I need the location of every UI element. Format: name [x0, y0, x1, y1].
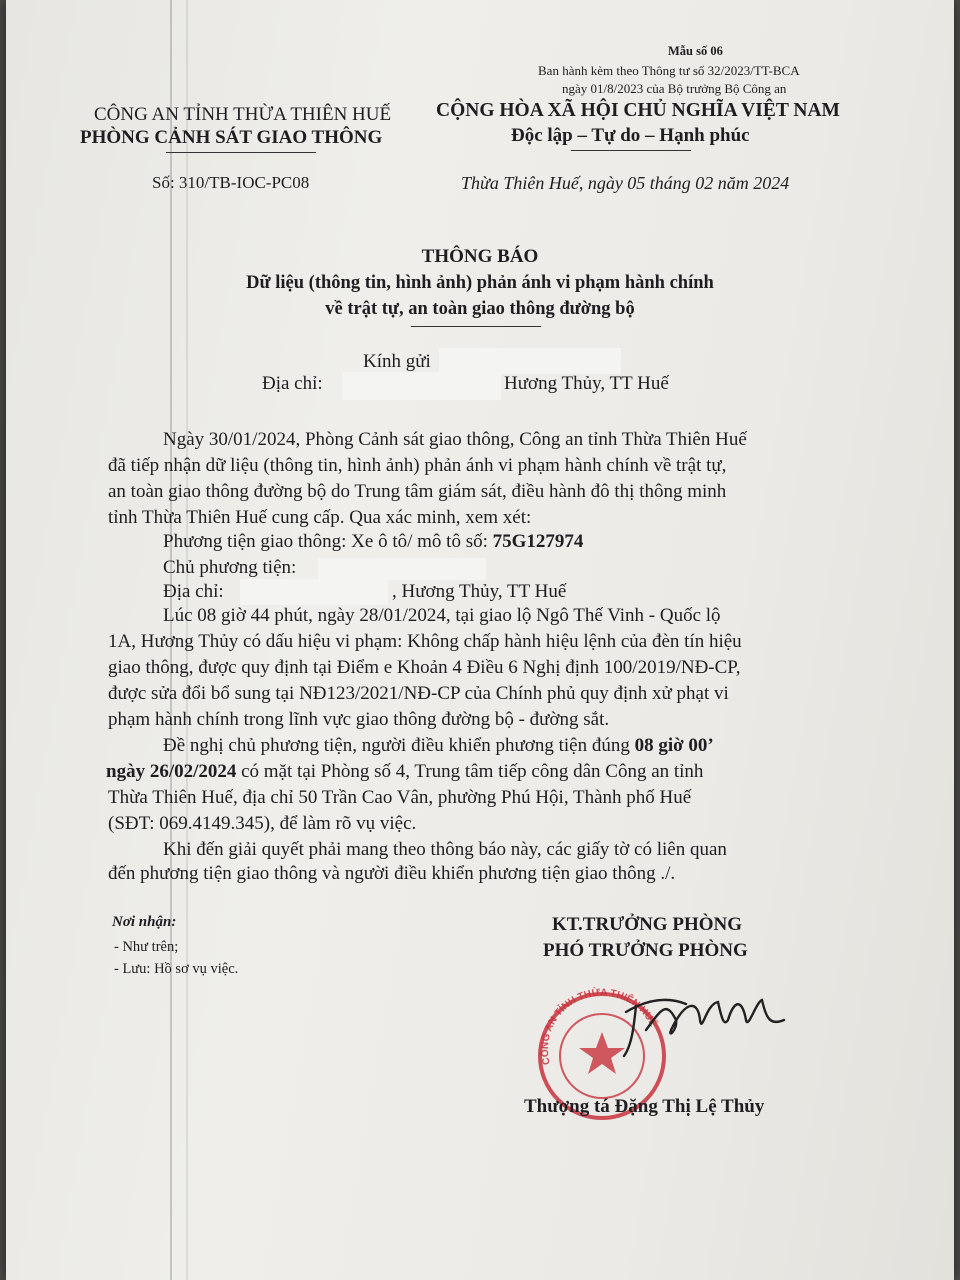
dateline: Thừa Thiên Huế, ngày 05 tháng 02 năm 2024 [461, 173, 790, 193]
body-text: có mặt tại Phòng số 4, Trung tâm tiếp công dân Công an tỉnh [241, 761, 704, 782]
recipient-address: Hương Thủy, TT Huế [504, 373, 669, 394]
redaction-box [439, 348, 621, 374]
document-page [6, 0, 954, 1280]
redaction-box [343, 372, 501, 400]
body-line: được sửa đổi bổ sung tại NĐ123/2021/NĐ-CP của Chính phủ quy định xử phạt vi [108, 683, 729, 704]
agency-name: CÔNG AN TỈNH THỪA THIÊN HUẾ [94, 104, 392, 125]
divider [571, 150, 691, 151]
body-line [106, 761, 703, 783]
appointment-time: 08 giờ 00’ [634, 735, 714, 756]
body-line: 1A, Hương Thủy có dấu hiệu vi phạm: Không chấp hành hiệu lệnh của đèn tín hiệu [108, 631, 742, 652]
body-line: Lúc 08 giờ 44 phút, ngày 28/01/2024, tại giao lộ Ngô Thế Vinh - Quốc lộ [163, 605, 721, 626]
divider [411, 326, 541, 327]
republic-name: CỘNG HÒA XÃ HỘI CHỦ NGHĨA VIỆT NAM [436, 100, 840, 121]
motto: Độc lập – Tự do – Hạnh phúc [511, 125, 750, 146]
issued-date: ngày 01/8/2023 của Bộ trưởng Bộ Công an [562, 81, 787, 96]
signer-title: KT.TRƯỞNG PHÒNG [552, 914, 742, 935]
body-line: (SĐT: 069.4149.345), để làm rõ vụ việc. [108, 813, 417, 834]
recipient-label: Kính gửi [363, 351, 431, 372]
recipient-item: - Lưu: Hồ sơ vụ việc. [114, 961, 239, 977]
divider [166, 152, 316, 153]
document-number: Số: 310/TB-IOC-PC08 [152, 173, 310, 192]
form-number: Mẫu số 06 [668, 44, 723, 58]
seal-text: CÔNG AN TỈNH THỪA THIÊN HUẾ [539, 987, 659, 1066]
document-subtitle-line2: về trật tự, an toàn giao thông đường bộ [325, 299, 635, 319]
body-line: Thừa Thiên Huế, địa chỉ 50 Trần Cao Vân, phường Phú Hội, Thành phố Huế [108, 787, 692, 808]
owner-address-label: Địa chỉ: [163, 581, 224, 602]
owner-label: Chủ phương tiện: [163, 557, 297, 578]
signer-position: PHÓ TRƯỞNG PHÒNG [543, 940, 748, 961]
body-line [163, 735, 714, 757]
document-subtitle-line1: Dữ liệu (thông tin, hình ảnh) phản ánh vi phạm hành chính [246, 273, 714, 293]
signature-icon [606, 990, 796, 1060]
body-line: phạm hành chính trong lĩnh vực giao thông đường bộ - đường sắt. [108, 709, 610, 730]
body-line: Khi đến giải quyết phải mang theo thông báo này, các giấy tờ có liên quan [163, 839, 727, 860]
vehicle-label: Phương tiện giao thông: Xe ô tô/ mô tô số: [163, 531, 488, 552]
body-line: an toàn giao thông đường bộ do Trung tâm giám sát, điều hành đô thị thông minh [108, 481, 727, 502]
body-line: giao thông, được quy định tại Điểm e Khoản 4 Điều 6 Nghị định 100/2019/NĐ-CP, [108, 657, 741, 678]
recipient-address-label: Địa chỉ: [262, 373, 323, 394]
issued-with: Ban hành kèm theo Thông tư số 32/2023/TT-BCA [538, 63, 800, 78]
body-text: Đề nghị chủ phương tiện, người điều khiển phương tiện đúng [163, 735, 630, 756]
body-line: đến phương tiện giao thông và người điều khiển phương tiện giao thông ./. [108, 863, 676, 884]
signer-name: Thượng tá Đặng Thị Lệ Thủy [524, 1096, 765, 1117]
body-line: Ngày 30/01/2024, Phòng Cảnh sát giao thông, Công an tỉnh Thừa Thiên Huế [163, 429, 747, 450]
appointment-date: ngày 26/02/2024 [106, 761, 237, 782]
license-plate: 75G127974 [492, 531, 584, 552]
department-name: PHÒNG CẢNH SÁT GIAO THÔNG [80, 127, 383, 148]
vehicle-line [163, 531, 583, 553]
redaction-box [318, 558, 486, 580]
recipients-heading: Nơi nhận: [112, 914, 177, 930]
body-line: tỉnh Thừa Thiên Huế cung cấp. Qua xác minh, xem xét: [108, 507, 532, 528]
document-title: THÔNG BÁO [421, 246, 539, 267]
recipient-item: - Như trên; [114, 939, 179, 955]
redaction-box [240, 579, 388, 605]
body-line: đã tiếp nhận dữ liệu (thông tin, hình ảnh) phản ánh vi phạm hành chính về trật tự, [108, 455, 727, 476]
owner-address: , Hương Thủy, TT Huế [392, 581, 567, 602]
